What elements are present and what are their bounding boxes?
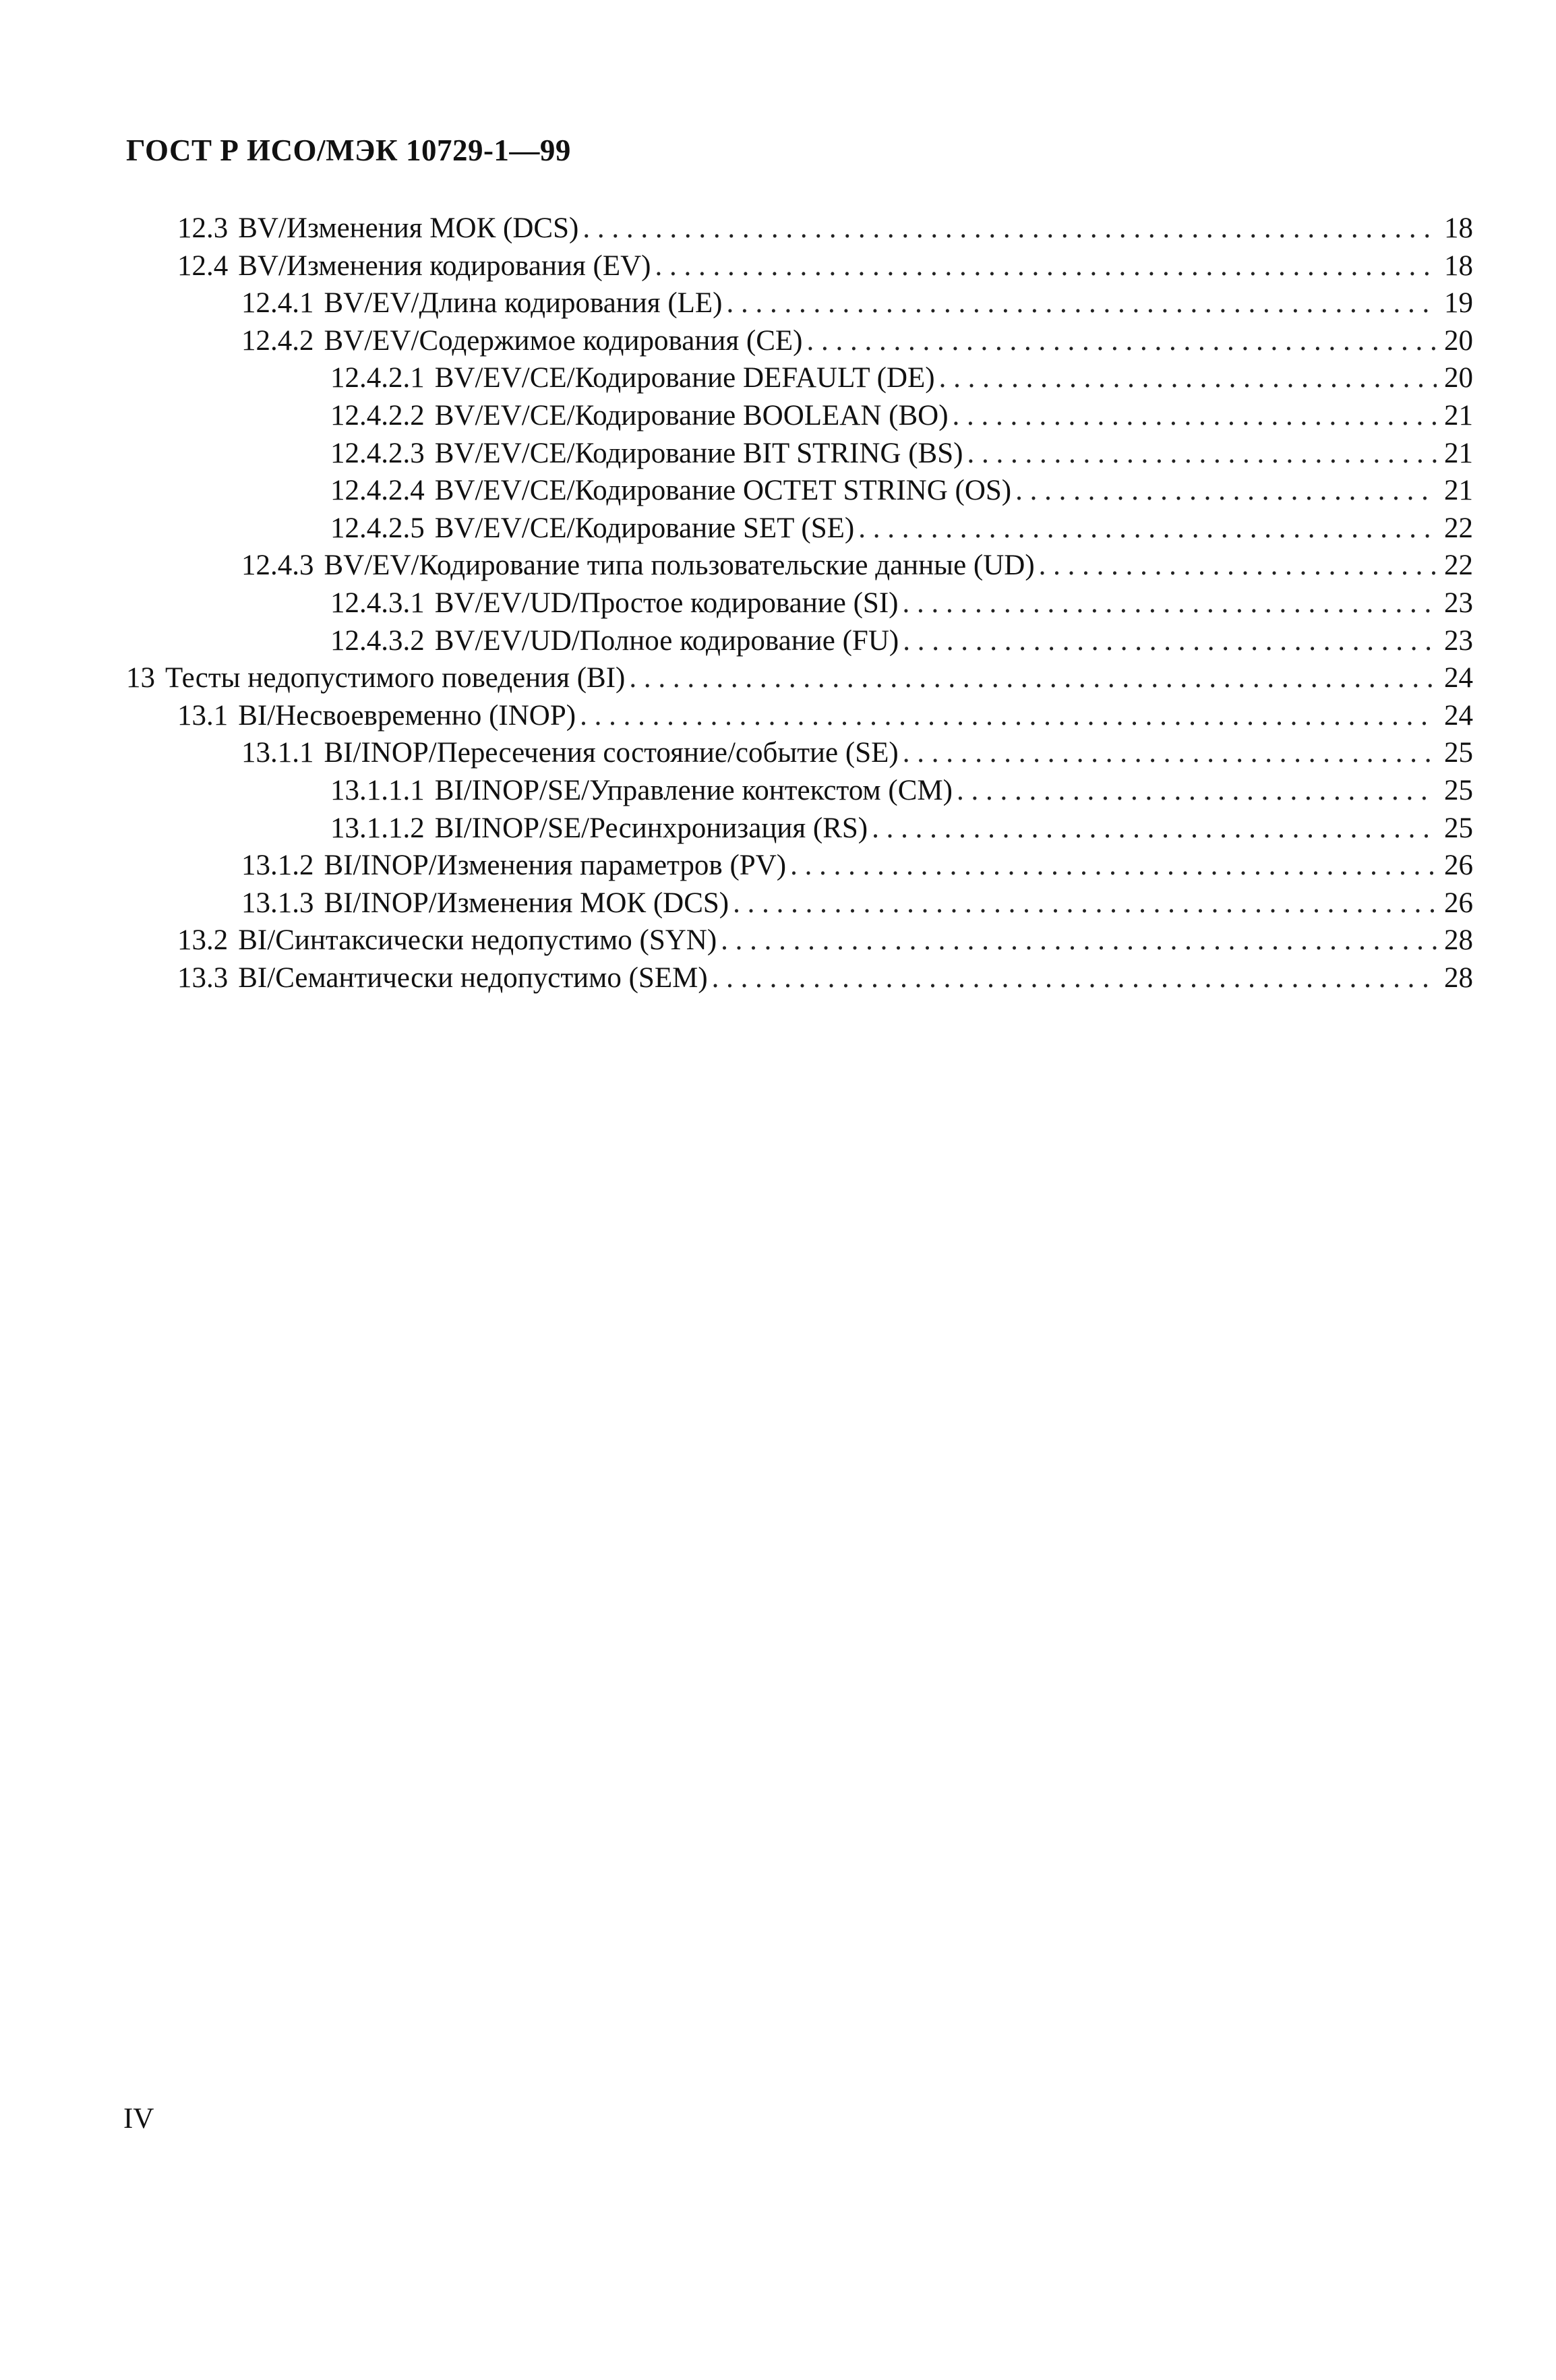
toc-entry-title: BI/INOP/Изменения МОК (DCS): [324, 887, 729, 919]
dot-leader: [872, 810, 1437, 847]
toc-entry-title: BV/EV/Кодирование типа пользовательские данные (UD): [324, 549, 1035, 582]
toc-entry[interactable]: [0, 585, 1556, 622]
toc-entry-title: BV/EV/CE/Кодирование DEFAULT (DE): [434, 362, 935, 394]
toc-entry[interactable]: [0, 247, 1556, 285]
toc-entry-title: BV/Изменения кодирования (EV): [238, 249, 651, 282]
dot-leader: [953, 397, 1437, 435]
toc-entry-number: 13.1.1.2: [330, 812, 425, 844]
dot-leader: [903, 734, 1437, 772]
toc-entry-page: 25: [1444, 774, 1473, 806]
toc-entry[interactable]: [0, 359, 1556, 397]
toc-entry-number: 13.1.1.1: [330, 774, 425, 806]
toc-entry-page: 26: [1444, 850, 1473, 882]
toc-entry-number: 12.3: [177, 212, 229, 244]
toc-entry-number: 12.4.2.1: [330, 362, 425, 394]
toc-entry-page: 28: [1444, 961, 1473, 994]
toc-entry-page: 28: [1444, 924, 1473, 957]
toc-entry-page: 24: [1444, 662, 1473, 694]
dot-leader: [967, 435, 1437, 473]
toc-entry-number: 12.4.3.2: [330, 624, 425, 657]
toc-entry-number: 12.4.2: [241, 324, 314, 357]
dot-leader: [580, 697, 1437, 735]
dot-leader: [721, 922, 1437, 959]
toc-entry[interactable]: [0, 847, 1556, 885]
toc-entry[interactable]: [0, 734, 1556, 772]
dot-leader: [902, 585, 1437, 622]
dot-leader: [629, 659, 1437, 697]
dot-leader: [903, 622, 1437, 660]
dot-leader: [858, 510, 1437, 547]
toc-entry-number: 12.4.2.5: [330, 512, 425, 544]
toc-entry[interactable]: [0, 622, 1556, 660]
toc-entry-title: BV/EV/CE/Кодирование SET (SE): [434, 512, 855, 544]
toc-entry-page: 22: [1444, 512, 1473, 544]
toc-entry[interactable]: [0, 885, 1556, 922]
dot-leader: [957, 772, 1437, 810]
toc-entry-title: BV/EV/CE/Кодирование OCTET STRING (OS): [434, 475, 1012, 507]
toc-entry-page: 20: [1444, 324, 1473, 357]
toc-entry[interactable]: [0, 772, 1556, 810]
toc-entry-title: BV/EV/Длина кодирования (LE): [324, 287, 723, 320]
toc-entry-number: 13: [126, 662, 155, 694]
toc-entry-title: BI/Синтаксически недопустимо (SYN): [238, 924, 717, 957]
toc-entry[interactable]: [0, 810, 1556, 847]
toc-entry-title: BI/INOP/Пересечения состояние/событие (SE): [324, 737, 899, 769]
toc-entry-page: 20: [1444, 362, 1473, 394]
toc-entry-title: BI/Семантически недопустимо (SEM): [238, 961, 708, 994]
toc-entry[interactable]: [0, 285, 1556, 322]
toc-entry-page: 25: [1444, 812, 1473, 844]
toc-entry[interactable]: [0, 697, 1556, 735]
toc-entry-number: 13.2: [177, 924, 229, 957]
toc-entry-page: 23: [1444, 587, 1473, 619]
dot-leader: [1039, 547, 1437, 585]
dot-leader: [733, 885, 1437, 922]
toc-entry-number: 12.4.1: [241, 287, 314, 320]
toc-entry-page: 19: [1444, 287, 1473, 320]
dot-leader: [1015, 472, 1437, 510]
toc-entry-page: 18: [1444, 212, 1473, 244]
dot-leader: [806, 322, 1437, 360]
page-number-footer: IV: [123, 2103, 154, 2135]
toc-entry-number: 12.4.3: [241, 549, 314, 582]
toc-entry-page: 26: [1444, 887, 1473, 919]
toc-entry-page: 25: [1444, 737, 1473, 769]
toc-entry-page: 21: [1444, 475, 1473, 507]
toc-entry[interactable]: [0, 510, 1556, 547]
toc-entry[interactable]: [0, 435, 1556, 473]
toc-entry-title: BV/EV/CE/Кодирование BIT STRING (BS): [434, 437, 963, 469]
dot-leader: [655, 247, 1437, 285]
toc-entry-number: 12.4: [177, 249, 229, 282]
toc-entry[interactable]: [0, 922, 1556, 959]
dot-leader: [939, 359, 1437, 397]
toc-entry-number: 13.1.3: [241, 887, 314, 919]
toc-entry-number: 12.4.2.3: [330, 437, 425, 469]
toc-entry-title: BV/Изменения МОК (DCS): [238, 212, 579, 244]
toc-entry-page: 21: [1444, 399, 1473, 432]
toc-entry-title: BI/Несвоевременно (INOP): [238, 699, 576, 732]
toc-entry-title: BI/INOP/Изменения параметров (PV): [324, 850, 787, 882]
toc-entry-number: 12.4.2.2: [330, 399, 425, 432]
toc-entry-page: 22: [1444, 549, 1473, 582]
toc-entry-number: 12.4.3.1: [330, 587, 425, 619]
toc-entry-number: 13.3: [177, 961, 229, 994]
document-header: ГОСТ Р ИСО/МЭК 10729-1—99: [126, 133, 571, 167]
table-of-contents: [0, 210, 1556, 996]
toc-entry-title: BV/EV/Содержимое кодирования (CE): [324, 324, 803, 357]
dot-leader: [790, 847, 1437, 885]
toc-entry[interactable]: [0, 547, 1556, 585]
toc-entry[interactable]: [0, 472, 1556, 510]
toc-entry-title: BV/EV/UD/Полное кодирование (FU): [434, 624, 899, 657]
toc-entry-title: BV/EV/UD/Простое кодирование (SI): [434, 587, 899, 619]
toc-entry[interactable]: [0, 397, 1556, 435]
toc-entry-number: 13.1: [177, 699, 229, 732]
toc-entry-number: 12.4.2.4: [330, 475, 425, 507]
toc-entry[interactable]: [0, 322, 1556, 360]
toc-entry-title: BV/EV/CE/Кодирование BOOLEAN (BO): [434, 399, 949, 432]
toc-entry[interactable]: [0, 210, 1556, 247]
toc-entry-title: Тесты недопустимого поведения (BI): [165, 662, 626, 694]
toc-entry[interactable]: [0, 959, 1556, 997]
toc-entry-page: 24: [1444, 699, 1473, 732]
toc-entry-number: 13.1.1: [241, 737, 314, 769]
toc-entry-page: 21: [1444, 437, 1473, 469]
toc-entry[interactable]: [0, 659, 1556, 697]
dot-leader: [712, 959, 1437, 997]
dot-leader: [727, 285, 1437, 322]
toc-entry-title: BI/INOP/SE/Ресинхронизация (RS): [434, 812, 868, 844]
toc-entry-page: 23: [1444, 624, 1473, 657]
dot-leader: [582, 210, 1437, 247]
toc-entry-page: 18: [1444, 249, 1473, 282]
toc-entry-title: BI/INOP/SE/Управление контекстом (CM): [434, 774, 953, 806]
toc-entry-number: 13.1.2: [241, 850, 314, 882]
